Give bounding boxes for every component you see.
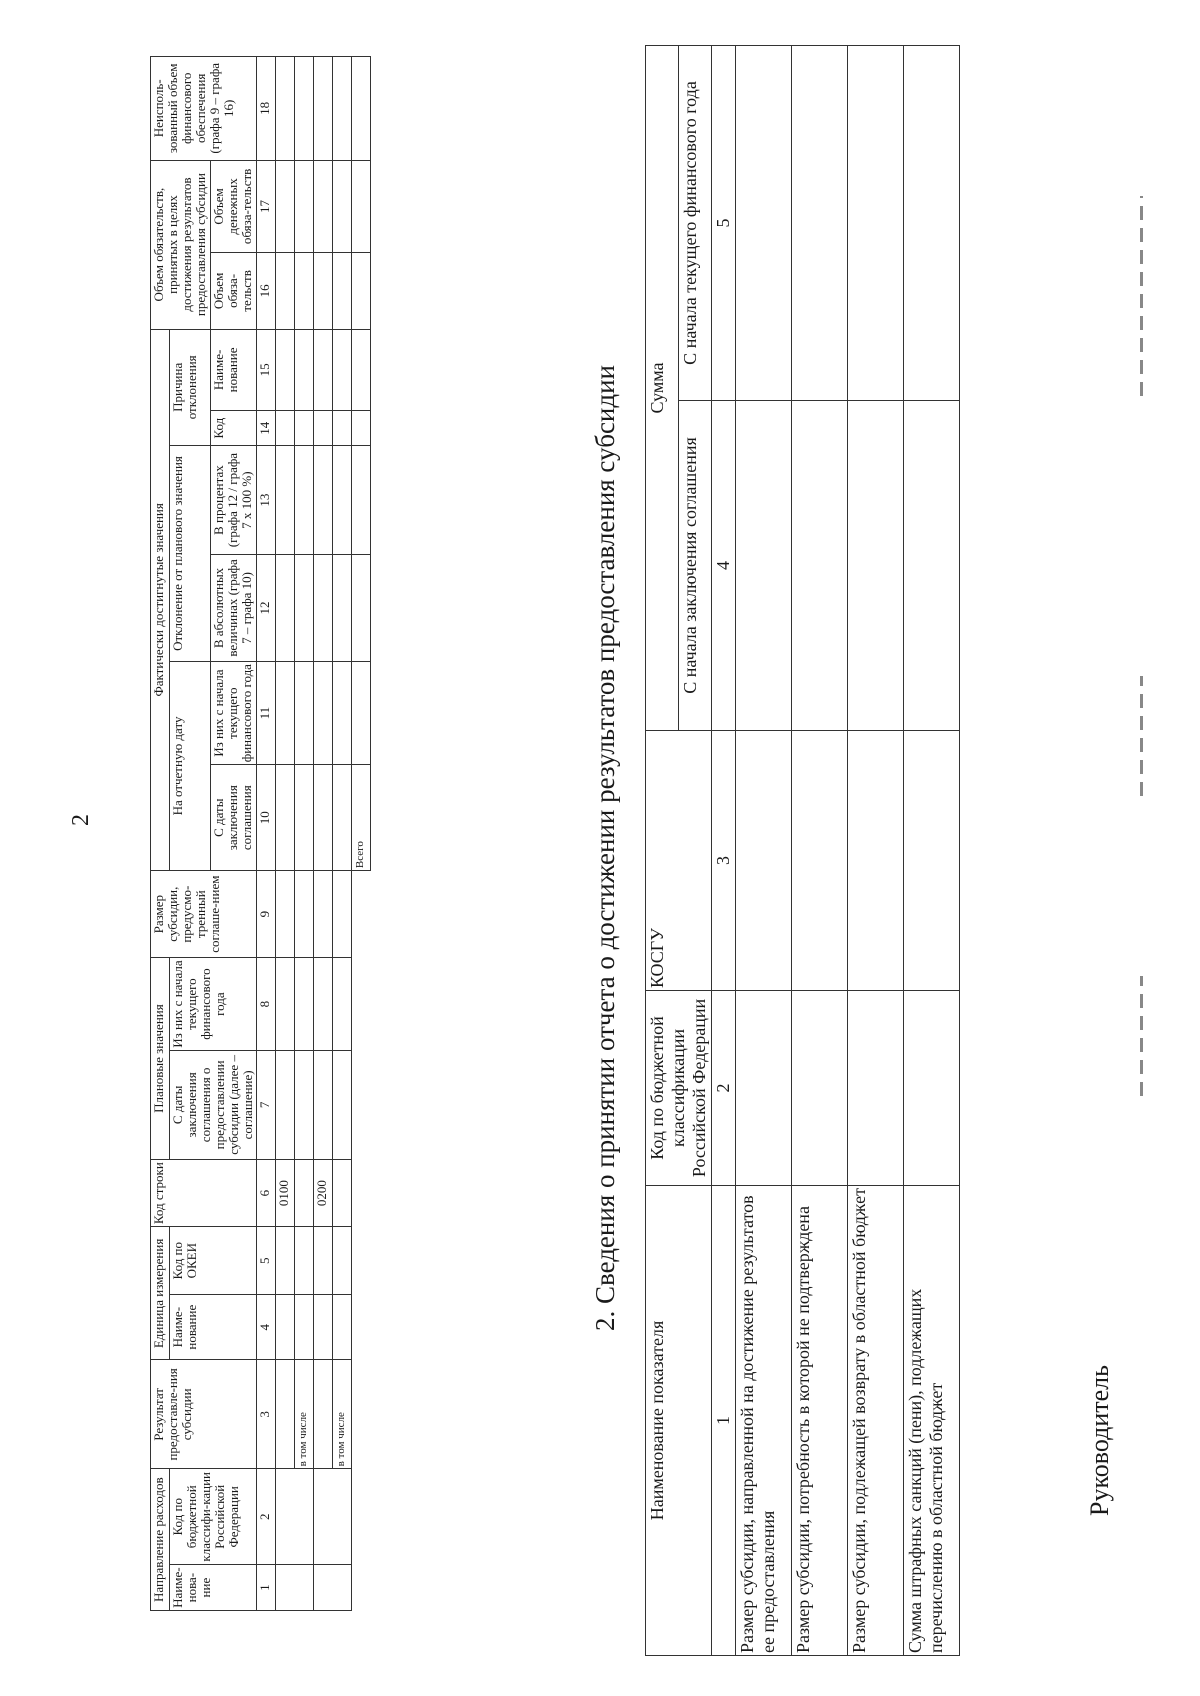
hdr-unit-name: Наиме-нование [170,1295,257,1360]
incl-label: в том числе [295,1360,314,1469]
t2-hdr-kosgu: КОСГУ [646,731,712,991]
col-num: 6 [257,1159,276,1227]
hdr-on-date: На отчетную дату [170,661,211,870]
t2-hdr-from-agreement: С начала заключения соглашения [679,401,712,731]
row-label: Размер субсидии, подлежащей возврату в областной бюджет [848,1186,904,1656]
col-num: 2 [712,991,736,1186]
hdr-abs: В абсолютных величинах (графа 7 – графа 10) [210,555,256,662]
hdr-name: Наиме-нова-ние [170,1565,257,1611]
col-num: 17 [257,160,276,253]
hdr-unit: Единица измерения [151,1227,170,1360]
page-number: 2 [68,814,94,826]
total-row [352,57,371,1611]
hdr-result: Результат предоставле-ния субсидии [151,1360,257,1469]
column-numbers-row [257,57,276,1611]
hdr-unused: Неисполь-зованный объем финансового обеспечения (графа 9 – графа 16) [151,57,257,161]
col-num: 11 [257,661,276,765]
col-num: 7 [257,1050,276,1159]
hdr-reason: Причина отклонения [170,329,211,446]
head-signature-label: Руководитель [1085,1365,1114,1516]
signature-line [1140,676,1143,796]
signature-line [1140,196,1143,396]
table-row [276,57,295,1611]
t2-hdr-sum: Сумма [646,46,679,731]
table-row [848,46,904,1656]
report-acceptance-table [645,45,960,1656]
col-num: 10 [257,765,276,871]
table-row [333,57,352,1611]
col-num: 3 [257,1360,276,1469]
signature-line [1140,976,1143,1096]
hdr-cash-amount: Объем денежных обяза-тельств [210,160,256,253]
col-num: 8 [257,958,276,1051]
hdr-plan-from: С даты заключения соглашения о предоставлении субсидии (далее – соглашение) [170,1050,257,1159]
table-row [295,57,314,1611]
row-label: Сумма штрафных санкций (пени), подлежащих перечислению в областной бюджет [904,1186,960,1656]
hdr-actual: Фактически достигнутые значения [151,329,170,871]
row-label: Размер субсидии, потребность в которой не подтверждена [792,1186,848,1656]
hdr-okei: Код по ОКЕИ [170,1227,257,1295]
table-row [736,46,792,1656]
line-code-0200: 0200 [314,1159,333,1227]
col-num: 5 [712,46,736,401]
t2-hdr-name: Наименование показателя [646,1186,712,1656]
col-num: 13 [257,446,276,555]
table-row [314,57,333,1611]
col-num: 1 [257,1565,276,1611]
col-num: 5 [257,1227,276,1295]
t2-column-numbers [712,46,736,1656]
incl-label: в том числе [333,1360,352,1469]
col-num: 4 [712,401,736,731]
hdr-rname: Наиме-нование [210,329,256,411]
hdr-deviation: Отклонение от планового значения [170,446,211,662]
hdr-obligations: Объем обязательств, принятых в целях достижения результатов предоставления субсидии [151,160,211,329]
col-num: 4 [257,1295,276,1360]
t2-hdr-code: Код по бюджетной классификации Российской Федерации [646,991,712,1186]
col-num: 1 [712,1186,736,1656]
hdr-bcode: Код по бюджетной классифи-кации Российской Федерации [170,1469,257,1565]
col-num: 16 [257,253,276,329]
col-num: 18 [257,57,276,161]
hdr-obl-amount: Объем обяза-тельств [210,253,256,329]
col-num: 12 [257,555,276,662]
row-label: Размер субсидии, направленной на достижение результатов ее предоставления [736,1186,792,1656]
hdr-direction: Направление расходов [151,1469,170,1611]
table-row [904,46,960,1656]
results-table [150,56,371,1611]
col-num: 9 [257,871,276,958]
col-num: 15 [257,329,276,411]
hdr-act-year: Из них с начала текущего финансового года [210,661,256,765]
col-num: 3 [712,731,736,991]
section-2-title: 2. Сведения о принятии отчета о достижении результатов предоставления субсидии [590,364,620,1332]
hdr-code: Код [210,411,256,446]
hdr-line-code: Код строки [151,1159,257,1227]
col-num: 2 [257,1469,276,1565]
t2-hdr-from-year: С начала текущего финансового года [679,46,712,401]
hdr-pct: В процентах (графа 12 / графа 7 х 100 %) [210,446,256,555]
line-code-0100: 0100 [276,1159,295,1227]
hdr-planned: Плановые значения [151,958,170,1160]
total-label: Всего [352,765,371,871]
hdr-act-from: С даты заключения соглашения [210,765,256,871]
table-row [792,46,848,1656]
hdr-plan-year: Из них с начала текущего финансового года [170,958,257,1051]
hdr-subsidy-size: Размер субсидии, предусмо-тренный соглаше-нием [151,871,257,958]
col-num: 14 [257,411,276,446]
